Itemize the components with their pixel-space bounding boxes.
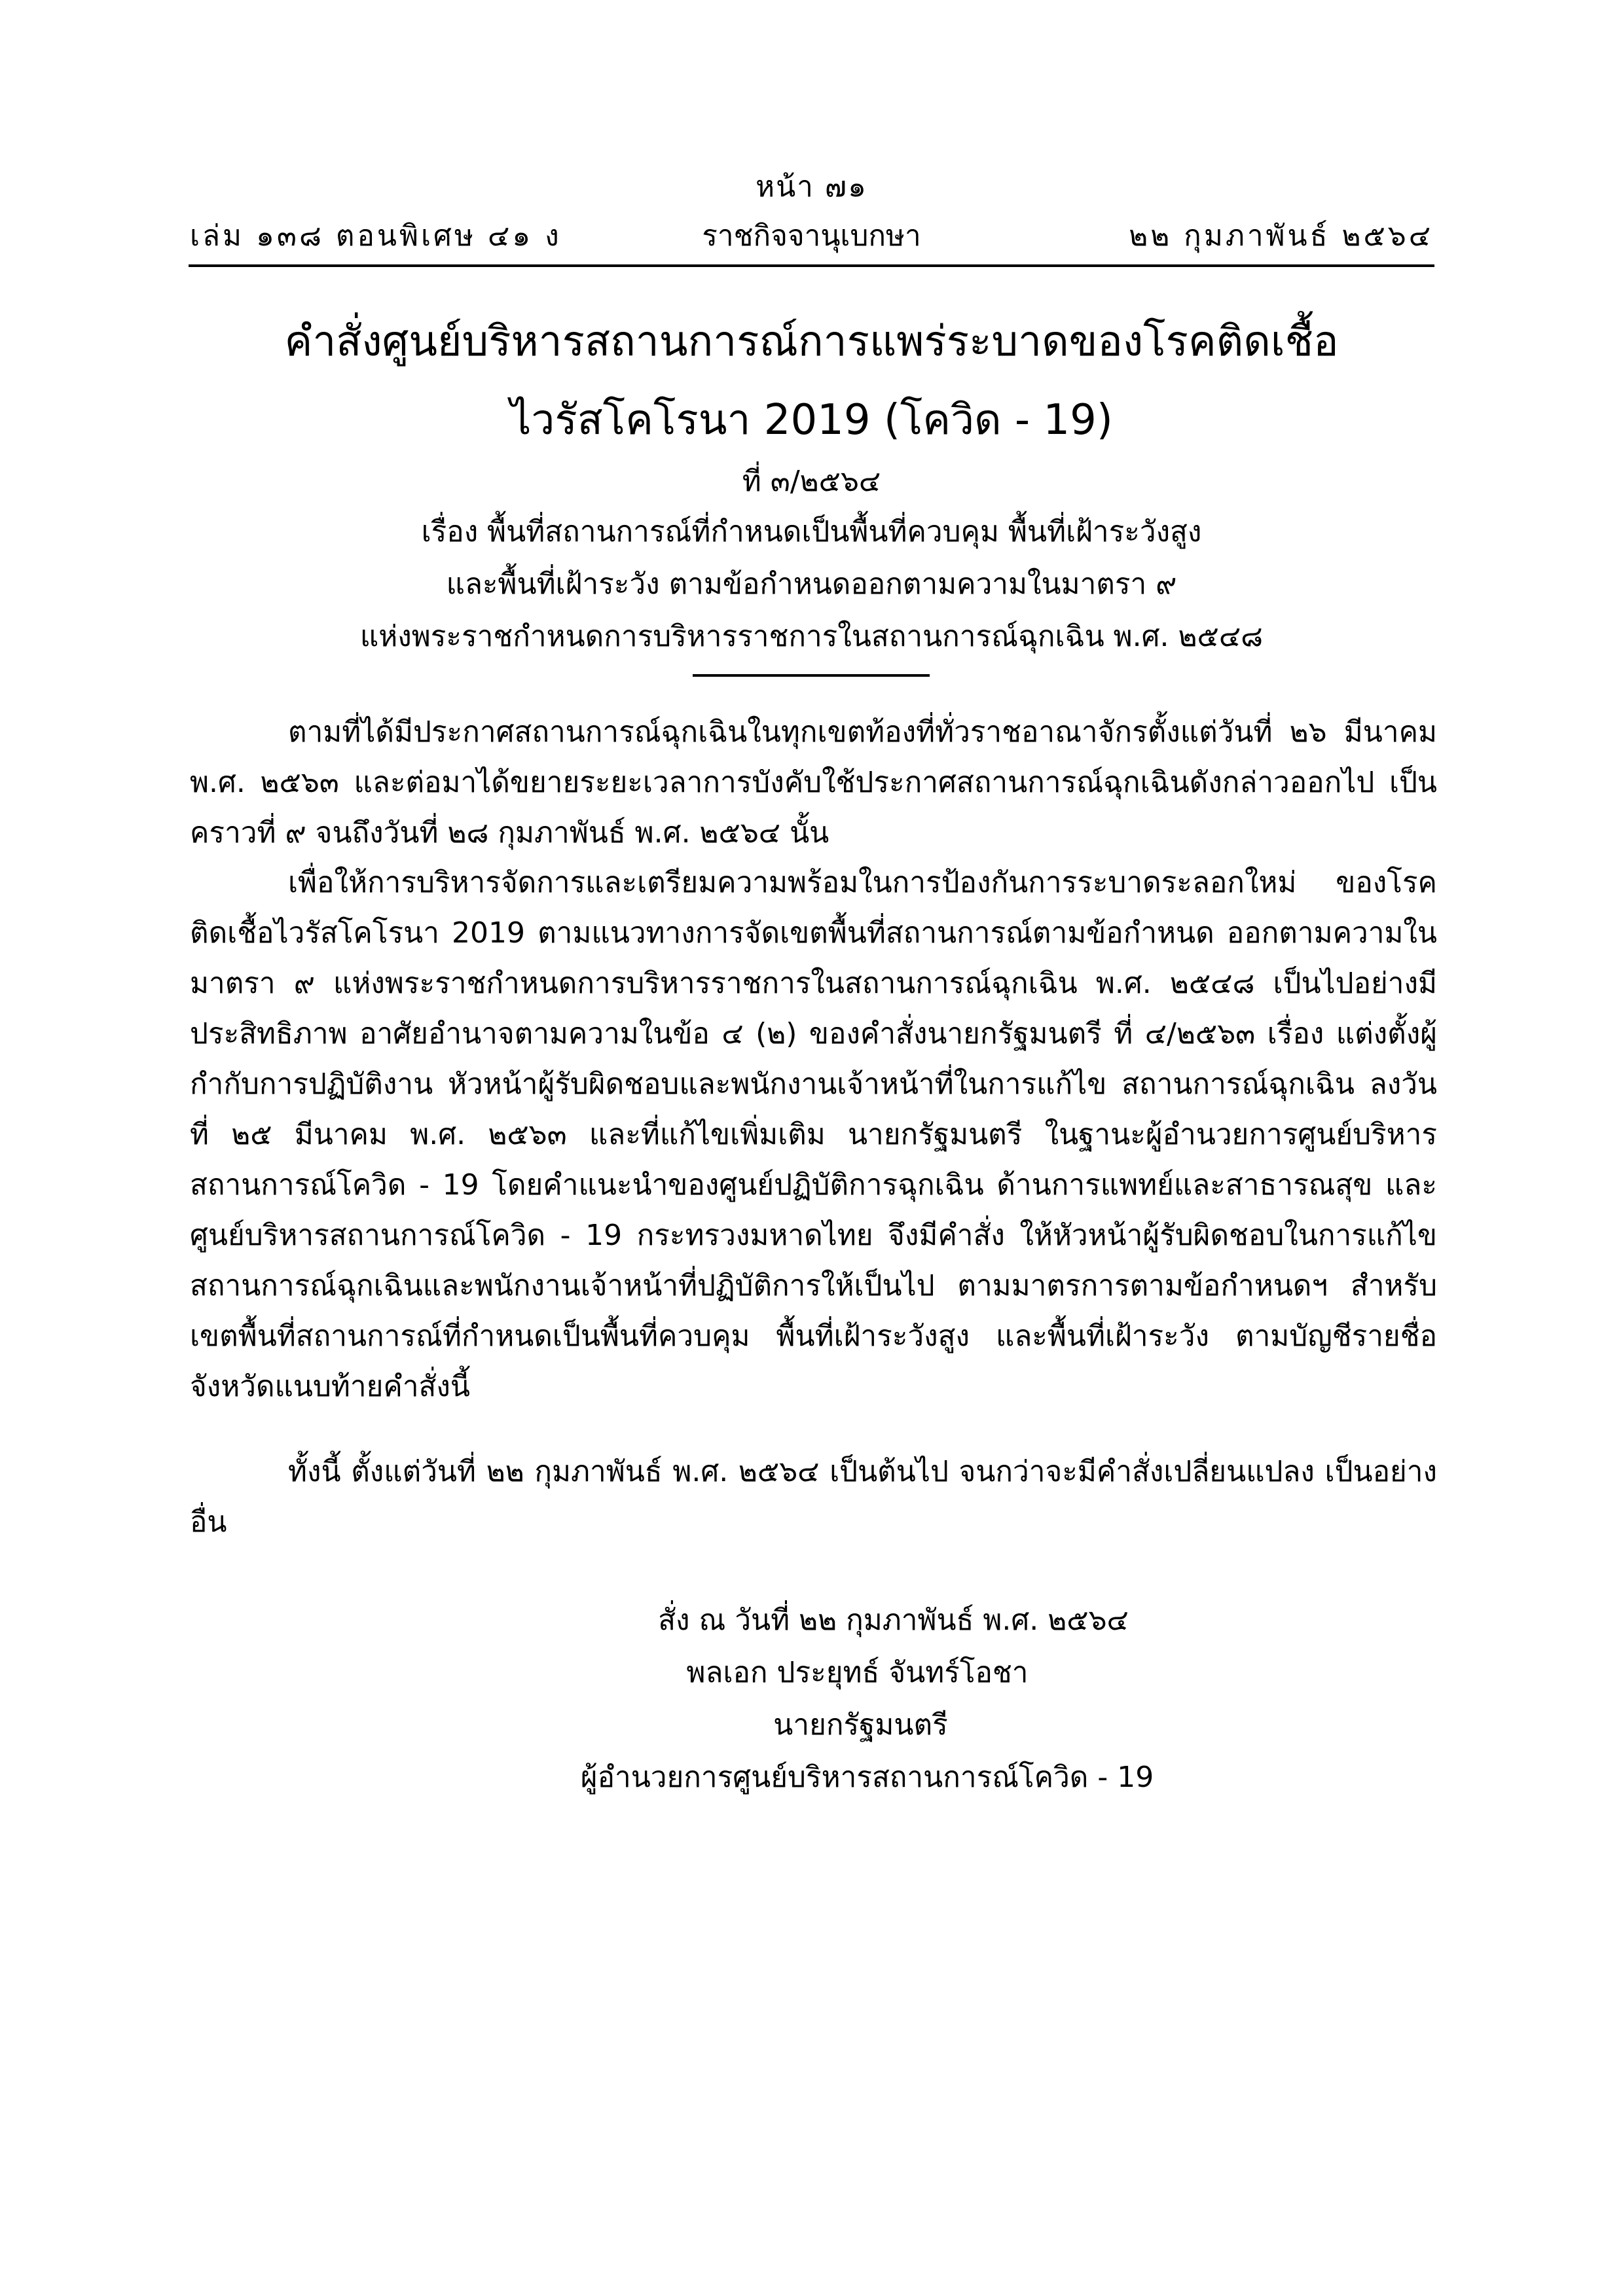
header-divider <box>189 264 1434 267</box>
paragraph-text: เพื่อให้การบริหารจัดการและเตรียมความพร้อมในการป้องกันการระบาดระลอกใหม่ ของโรคติดเชื้อไวรัสโคโรนา 2019 ตามแนวทางการจัดเขตพื้นที่สถานการณ์ตามข้อกำหนด ออกตามความในมาตรา ๙ แห่งพระราชกำหนดการบริหารราชการในสถานการณ์ฉุกเฉิน พ.ศ. ๒๕๔๘ เป็นไปอย่างมีประสิทธิภาพ อาศัยอำนาจตามความในข้อ ๔ (๒) ของคำสั่งนายกรัฐมนตรี ที่ ๔/๒๕๖๓ เรื่อง แต่งตั้งผู้กำกับการปฏิบัติงาน หัวหน้าผู้รับผิดชอบและพนักงานเจ้าหน้าที่ในการแก้ไข สถานการณ์ฉุกเฉิน ลงวันที่ ๒๕ มีนาคม พ.ศ. ๒๕๖๓ และที่แก้ไขเพิ่มเติม นายกรัฐมนตรี ในฐานะผู้อำนวยการศูนย์บริหารสถานการณ์โควิด - 19 โดยคำแนะนำของศูนย์ปฏิบัติการฉุกเฉิน ด้านการแพทย์และสาธารณสุข และศูนย์บริหารสถานการณ์โควิด - 19 กระทรวงมหาดไทย จึงมีคำสั่ง ให้หัวหน้าผู้รับผิดชอบในการแก้ไขสถานการณ์ฉุกเฉินและพนักงานเจ้าหน้าที่ปฏิบัติการให้เป็นไป ตามมาตรการตามข้อกำหนดฯ สำหรับเขตพื้นที่สถานการณ์ที่กำหนดเป็นพื้นที่ควบคุม พื้นที่เฝ้าระวังสูง และพื้นที่เฝ้าระวัง ตามบัญชีรายชื่อจังหวัดแนบท้ายคำสั่งนี้ <box>190 866 1437 1403</box>
title-divider <box>693 674 930 677</box>
signature-issued-line: สั่ง ณ วันที่ ๒๒ กุมภาพันธ์ พ.ศ. ๒๕๖๔ <box>658 1604 1129 1637</box>
page-number: หน้า ๗๑ <box>756 170 867 204</box>
subject-line-2: และพื้นที่เฝ้าระวัง ตามข้อกำหนดออกตามความในมาตรา ๙ <box>446 567 1177 601</box>
paragraph-text: ทั้งนี้ ตั้งแต่วันที่ ๒๒ กุมภาพันธ์ พ.ศ. ๒๕๖๔ เป็นต้นไป จนกว่าจะมีคำสั่งเปลี่ยนแปลง เป็นอย่างอื่น <box>190 1455 1437 1539</box>
subject-line-3: แห่งพระราชกำหนดการบริหารราชการในสถานการณ์ฉุกเฉิน พ.ศ. ๒๕๔๘ <box>359 620 1264 653</box>
volume-info: เล่ม ๑๓๘ ตอนพิเศษ ๔๑ ง <box>190 219 562 253</box>
body-paragraph-2 <box>190 857 1437 1412</box>
gazette-name: ราชกิจจานุเบกษา <box>702 219 921 253</box>
signature-name: พลเอก ประยุทธ์ จันทร์โอชา <box>686 1656 1029 1689</box>
body-paragraph-1 <box>190 707 1437 858</box>
signature-role: ผู้อำนวยการศูนย์บริหารสถานการณ์โควิด - 19 <box>580 1761 1154 1794</box>
order-number: ที่ ๓/๒๕๖๔ <box>742 465 881 498</box>
paragraph-text: ตามที่ได้มีประกาศสถานการณ์ฉุกเฉินในทุกเขตท้องที่ทั่วราชอาณาจักรตั้งแต่วันที่ ๒๖ มีนาคม พ.ศ. ๒๕๖๓ และต่อมาได้ขยายระยะเวลาการบังคับใช้ประกาศสถานการณ์ฉุกเฉินดังกล่าวออกไป เป็นคราวที่ ๙ จนถึงวันที่ ๒๘ กุมภาพันธ์ พ.ศ. ๒๕๖๔ นั้น <box>190 715 1437 850</box>
order-title-line-1: คำสั่งศูนย์บริหารสถานการณ์การแพร่ระบาดของโรคติดเชื้อ <box>284 317 1339 366</box>
body-paragraph-3 <box>190 1446 1437 1547</box>
gazette-date: ๒๒ กุมภาพันธ์ ๒๕๖๔ <box>1129 219 1433 253</box>
signature-position: นายกรัฐมนตรี <box>773 1708 948 1742</box>
subject-line-1: เรื่อง พื้นที่สถานการณ์ที่กำหนดเป็นพื้นที่ควบคุม พื้นที่เฝ้าระวังสูง <box>421 515 1202 548</box>
order-title-line-2: ไวรัสโคโรนา 2019 (โควิด - 19) <box>510 396 1113 444</box>
